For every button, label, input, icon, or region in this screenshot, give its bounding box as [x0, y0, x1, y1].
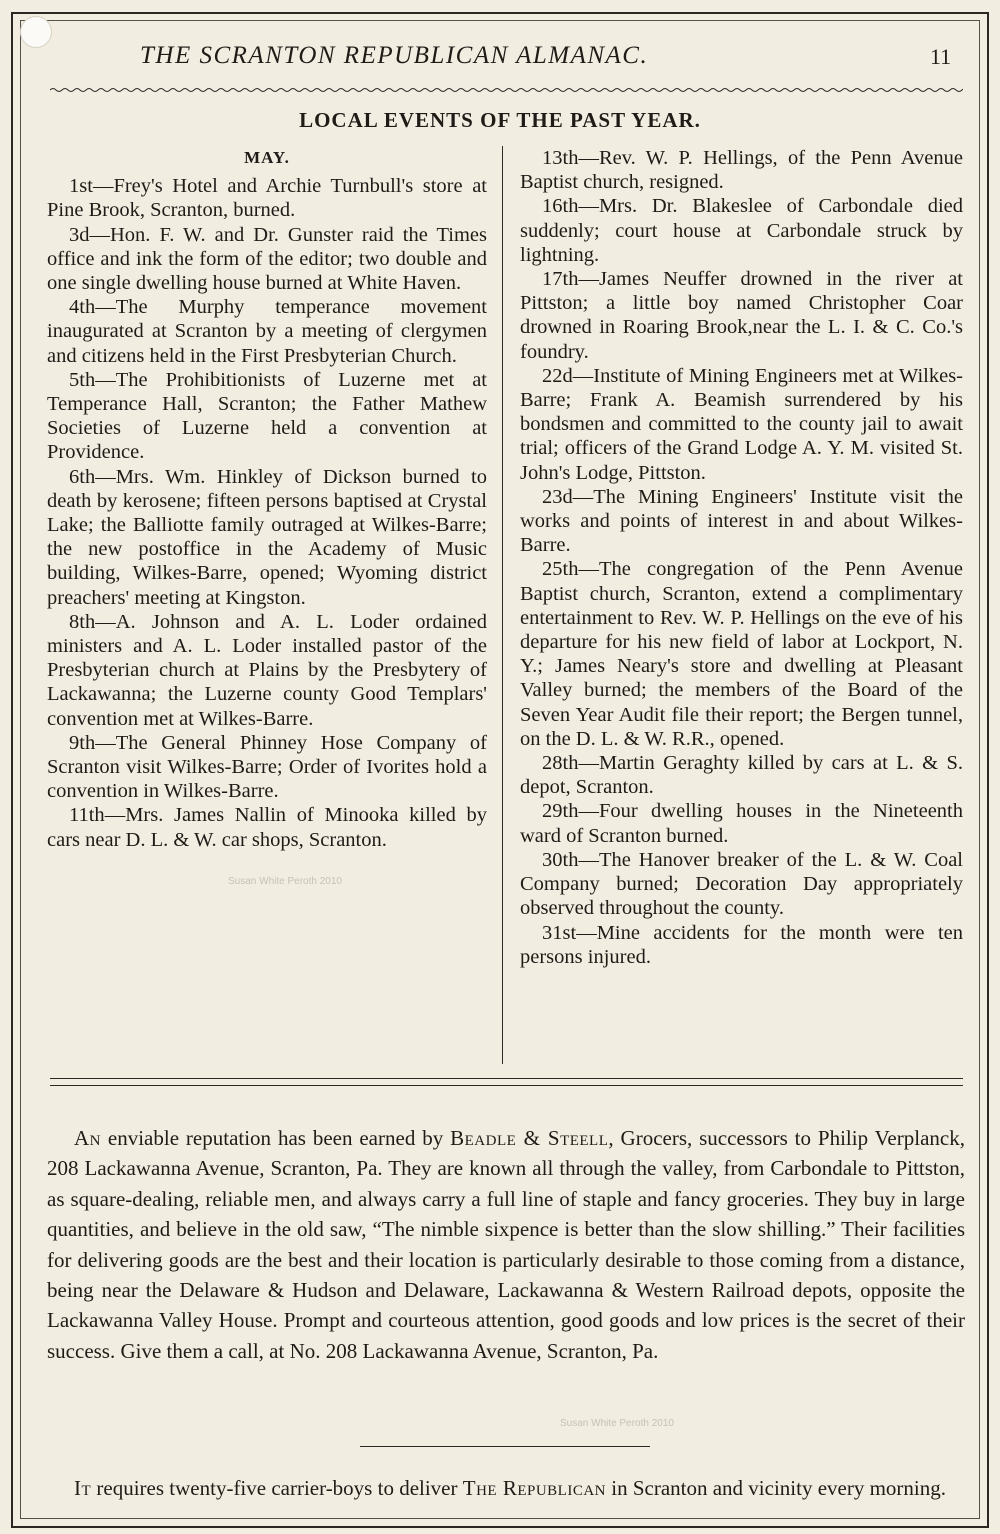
running-title: THE SCRANTON REPUBLICAN ALMANAC. [140, 42, 649, 69]
section-title: LOCAL EVENTS OF THE PAST YEAR. [299, 108, 701, 132]
event-day: 31st [542, 921, 577, 944]
event-text: —The Mining Engineers' Institute visit the works and points of interest in and about Wilkes-Barre. [520, 485, 963, 557]
event-entry [47, 465, 487, 610]
event-text: —Mrs. Wm. Hinkley of Dickson burned to death by kerosene; fifteen persons baptised at Crystal Lake; the Balliotte family outraged at Wilkes-Barre; the new postoffice in the Academy of Music building, Wilkes-Barre, opened; Wyoming district preachers' meeting at Kingston. [47, 465, 487, 609]
event-day: 11th [69, 804, 105, 827]
watermark-2: Susan White Peroth 2010 [560, 1418, 674, 1429]
event-text: —Hon. F. W. and Dr. Gunster raid the Times office and ink the form of the editor; two double and one single dwelling house burned at White Haven. [47, 223, 487, 295]
event-day: 23d [542, 485, 573, 508]
event-entry [520, 799, 963, 847]
event-day: 16th [542, 195, 579, 218]
short-rule [360, 1446, 650, 1447]
note-lead-word: It [74, 1476, 92, 1500]
event-text: —Mrs. James Nallin of Minooka killed by cars near D. L. & W. car shops, Scranton. [47, 804, 487, 851]
event-day: 8th [69, 610, 96, 633]
event-day: 22d [542, 364, 573, 387]
event-entry [47, 223, 487, 296]
event-text: —Frey's Hotel and Archie Turnbull's store at Pine Brook, Scranton, burned. [47, 175, 487, 222]
event-day: 28th [542, 752, 579, 775]
event-entry [47, 803, 487, 851]
event-text: —The Hanover breaker of the L. & W. Coal Company burned; Decoration Day appropriately observed throughout the county. [520, 848, 963, 920]
event-text: —Four dwelling houses in the Nineteenth ward of Scranton burned. [520, 800, 963, 847]
right-column [520, 146, 963, 969]
ad-lead-word: An [74, 1126, 101, 1150]
event-entry [520, 194, 963, 267]
event-day: 5th [69, 368, 96, 391]
event-day: 4th [69, 296, 96, 319]
event-day: 3d [69, 223, 90, 246]
event-entry [520, 146, 963, 194]
event-text: —Rev. W. P. Hellings, of the Penn Avenue Baptist church, resigned. [520, 147, 963, 194]
event-entry [520, 557, 963, 751]
event-entry [520, 364, 963, 485]
event-entry [47, 295, 487, 368]
note-text-2: in Scranton and vicinity every morning. [606, 1476, 947, 1500]
event-text: —Martin Geraghty killed by cars at L. & S. depot, Scranton. [520, 752, 963, 799]
event-entry [520, 921, 963, 969]
double-rule [50, 1078, 963, 1086]
ad-firm-name: Beadle & Steell [450, 1126, 609, 1150]
event-text: —A. Johnson and A. L. Loder ordained ministers and A. L. Loder installed pastor of the Presbyterian church at Plains by the Presbytery of Lackawanna; the Luzerne county Good Templars' convention met at Wilkes-Barre. [47, 610, 487, 730]
left-column [47, 146, 487, 852]
event-entry [520, 267, 963, 364]
event-text: —The General Phinney Hose Company of Scranton visit Wilkes-Barre; Order of Ivorites hold a convention in Wilkes-Barre. [47, 731, 487, 803]
event-text: —Mrs. Dr. Blakeslee of Carbondale died suddenly; court house at Carbondale struck by lightning. [520, 195, 963, 266]
event-day: 30th [542, 848, 579, 871]
event-day: 6th [69, 465, 96, 488]
wavy-rule [50, 86, 963, 94]
right-event-list [520, 146, 963, 969]
event-entry [520, 485, 963, 558]
advertisement-paragraph [47, 1123, 965, 1366]
event-text: —Mine accidents for the month were ten persons injured. [520, 921, 963, 968]
event-text: —James Neuffer drowned in the river at Pittston; a little boy named Christopher Coar drowned in Roaring Brook,near the L. I. & C. Co.'s foundry. [520, 268, 963, 363]
event-entry [47, 174, 487, 222]
column-divider [502, 146, 503, 1064]
note-paper-name: The Republican [462, 1476, 606, 1500]
ad-text-1: enviable reputation has been earned by [101, 1126, 451, 1150]
event-text: —The Murphy temperance movement inaugurated at Scranton by a meeting of clergymen and citizens held in the First Presbyterian Church. [47, 296, 487, 367]
event-day: 29th [542, 800, 579, 823]
note-text-1: requires twenty-five carrier-boys to deliver [91, 1476, 463, 1500]
event-day: 1st [69, 175, 93, 198]
event-text: —The Prohibitionists of Luzerne met at Temperance Hall, Scranton; the Father Mathew Societies of Luzerne held a convention at Providence. [47, 368, 487, 464]
event-day: 17th [542, 268, 579, 291]
event-day: 9th [69, 731, 96, 754]
event-day: 25th [542, 558, 579, 581]
closing-note [47, 1473, 965, 1503]
month-heading: MAY. [244, 148, 290, 167]
left-event-list [47, 174, 487, 852]
event-entry [47, 368, 487, 465]
ad-text-2: , Grocers, successors to Philip Verplanck, 208 Lackawanna Avenue, Scranton, Pa. They are known all through the valley, from Carbondale to Pittston, as square-dealing, reliable men, and always carry a full line of staple and fancy groceries. They buy in large quantities, and believe in the old saw, “The nimble sixpence is better than the slow shilling.” Their facilities for delivering goods are the best and their location is particularly desirable to those coming from a distance, being near the Delaware & Hudson and Delaware, Lackawanna & Western Railroad depots, opposite the Lackawanna Valley House. Prompt and courteous attention, good goods and low prices is the secret of their success. Give them a call, at No. 208 Lackawanna Avenue, Scranton, Pa. [47, 1126, 965, 1363]
event-text: —Institute of Mining Engineers met at Wilkes-Barre; Frank A. Beamish surrendered by his bondsmen and committed to the county jail to await trial; officers of the Grand Lodge A. Y. M. visited St. John's Lodge, Pittston. [520, 364, 963, 484]
page-number: 11 [930, 44, 952, 69]
event-entry [520, 848, 963, 921]
event-entry [47, 731, 487, 804]
watermark-1: Susan White Peroth 2010 [228, 876, 342, 887]
event-text: —The congregation of the Penn Avenue Baptist church, Scranton, extend a complimentary entertainment to Rev. W. P. Hellings on the eve of his departure for his new field of labor at Lockport, N. Y.; James Neary's store and dwelling at Pleasant Valley burned; the members of the Board of the Seven Year Audit file their report; the Bergen tunnel, on the D. L. & W. R.R., opened. [520, 558, 963, 750]
event-entry [520, 751, 963, 799]
punch-hole [20, 16, 52, 48]
event-day: 13th [542, 147, 579, 169]
event-entry [47, 610, 487, 731]
